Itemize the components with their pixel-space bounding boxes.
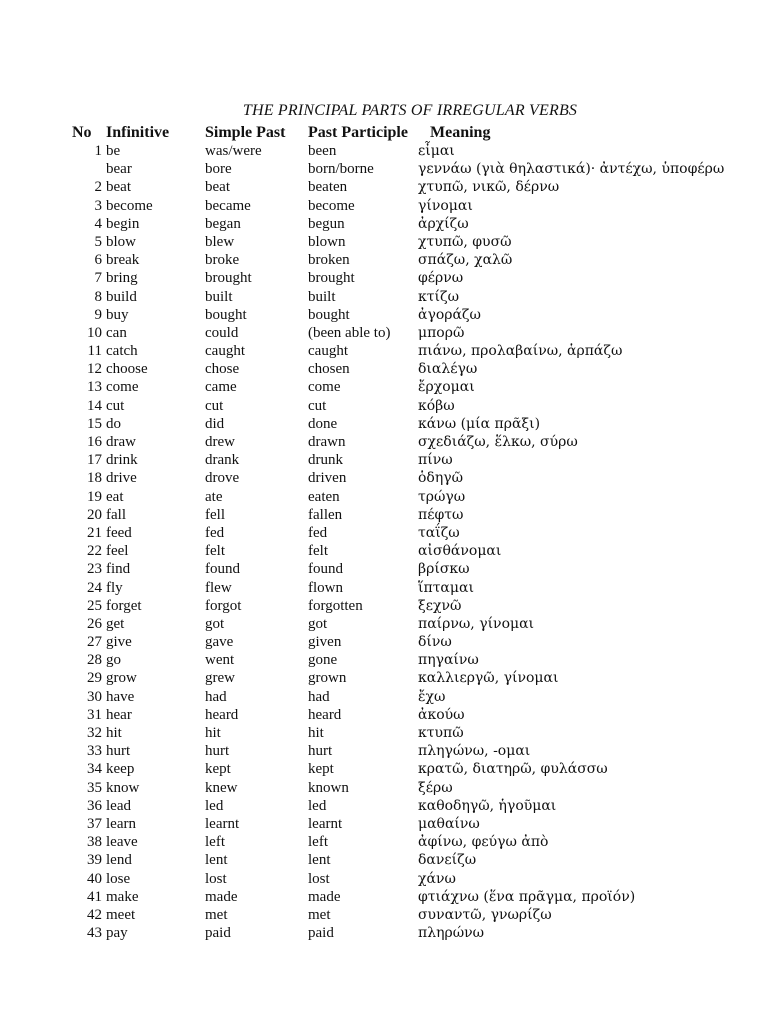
meaning-cell: χάνω bbox=[418, 870, 456, 887]
simple-past-cell: kept bbox=[205, 761, 231, 778]
infinitive-cell: find bbox=[106, 561, 131, 578]
row-number: 12 bbox=[87, 361, 102, 378]
infinitive-cell: get bbox=[106, 615, 125, 632]
meaning-cell: ἔρχομαι bbox=[418, 379, 475, 396]
meaning-cell: πληρώνω bbox=[418, 925, 485, 942]
simple-past-cell: went bbox=[205, 652, 235, 669]
row-number: 39 bbox=[87, 852, 102, 869]
meaning-cell: αἰσθάνομαι bbox=[418, 543, 502, 560]
simple-past-cell: caught bbox=[205, 343, 245, 360]
meaning-cell: ξέρω bbox=[418, 779, 453, 796]
infinitive-cell: choose bbox=[106, 361, 148, 378]
simple-past-cell: was/were bbox=[205, 143, 262, 159]
row-number: 1 bbox=[94, 143, 102, 159]
infinitive-cell: can bbox=[106, 324, 127, 341]
past-participle-cell: learnt bbox=[308, 815, 343, 832]
table-row bbox=[0, 233, 768, 251]
simple-past-cell: gave bbox=[205, 634, 234, 651]
infinitive-cell: drive bbox=[106, 470, 137, 487]
past-participle-cell: given bbox=[308, 634, 342, 651]
meaning-cell: δίνω bbox=[418, 634, 452, 651]
row-number: 8 bbox=[94, 288, 102, 305]
infinitive-cell: hit bbox=[106, 725, 122, 741]
infinitive-cell: buy bbox=[106, 306, 129, 323]
past-participle-cell: built bbox=[308, 288, 336, 305]
table-row bbox=[0, 215, 768, 233]
past-participle-cell: found bbox=[308, 561, 343, 578]
past-participle-cell: hurt bbox=[308, 743, 333, 760]
infinitive-cell: cut bbox=[106, 397, 125, 414]
table-row bbox=[0, 142, 768, 160]
simple-past-cell: hurt bbox=[205, 743, 230, 760]
simple-past-cell: brought bbox=[205, 270, 252, 287]
table-row bbox=[0, 579, 768, 597]
past-participle-cell: done bbox=[308, 415, 338, 432]
row-number: 35 bbox=[87, 779, 102, 796]
infinitive-cell: catch bbox=[106, 343, 138, 360]
meaning-cell: ἀγοράζω bbox=[418, 306, 481, 323]
simple-past-cell: could bbox=[205, 324, 239, 341]
past-participle-cell: heard bbox=[308, 706, 342, 723]
simple-past-cell: got bbox=[205, 615, 225, 632]
table-row bbox=[0, 397, 768, 415]
row-number: 2 bbox=[94, 179, 102, 196]
meaning-cell: πέφτω bbox=[418, 506, 464, 523]
table-row bbox=[0, 924, 768, 942]
simple-past-cell: hit bbox=[205, 725, 221, 741]
table-row bbox=[0, 706, 768, 724]
meaning-cell: ἀρχίζω bbox=[418, 215, 469, 232]
table-row bbox=[0, 833, 768, 851]
simple-past-cell: began bbox=[205, 215, 241, 232]
row-number: 15 bbox=[87, 415, 102, 432]
simple-past-cell: broke bbox=[205, 252, 240, 269]
table-row bbox=[0, 160, 768, 178]
row-number: 24 bbox=[87, 579, 102, 596]
simple-past-cell: felt bbox=[205, 543, 225, 560]
past-participle-cell: led bbox=[308, 797, 327, 814]
row-number: 28 bbox=[87, 652, 102, 669]
row-number: 19 bbox=[87, 488, 102, 505]
table-row bbox=[0, 360, 768, 378]
table-row bbox=[0, 615, 768, 633]
past-participle-cell: had bbox=[308, 688, 330, 705]
meaning-cell: πηγαίνω bbox=[418, 652, 479, 669]
meaning-cell: κόβω bbox=[418, 397, 455, 414]
meaning-cell: ταΐζω bbox=[418, 524, 460, 541]
past-participle-cell: drawn bbox=[308, 434, 346, 450]
row-number: 21 bbox=[87, 524, 102, 541]
meaning-cell: φέρνω bbox=[418, 270, 464, 287]
meaning-cell: συναντῶ, γνωρίζω bbox=[418, 906, 552, 923]
infinitive-cell: fall bbox=[106, 506, 126, 523]
table-row bbox=[0, 324, 768, 342]
row-number: 23 bbox=[87, 561, 102, 578]
table-row bbox=[0, 633, 768, 651]
past-participle-cell: hit bbox=[308, 725, 324, 741]
infinitive-cell: hurt bbox=[106, 743, 131, 760]
infinitive-cell: be bbox=[106, 143, 121, 159]
simple-past-cell: grew bbox=[205, 670, 235, 687]
meaning-cell: μπορῶ bbox=[418, 324, 465, 341]
infinitive-cell: pay bbox=[106, 925, 128, 942]
table-header bbox=[0, 124, 768, 144]
past-participle-cell: fed bbox=[308, 524, 328, 541]
simple-past-cell: heard bbox=[205, 706, 239, 723]
simple-past-cell: met bbox=[205, 906, 228, 923]
row-number: 6 bbox=[94, 252, 102, 269]
meaning-cell: γίνομαι bbox=[418, 197, 473, 214]
infinitive-cell: bear bbox=[106, 161, 132, 178]
infinitive-cell: beat bbox=[106, 179, 131, 196]
meaning-cell: βρίσκω bbox=[418, 561, 470, 578]
infinitive-cell: grow bbox=[106, 670, 137, 687]
meaning-cell: ἀφίνω, φεύγω ἀπὸ bbox=[418, 834, 549, 851]
infinitive-cell: meet bbox=[106, 906, 136, 923]
row-number: 38 bbox=[87, 834, 102, 851]
table-row bbox=[0, 251, 768, 269]
past-participle-cell: broken bbox=[308, 252, 350, 269]
simple-past-cell: cut bbox=[205, 397, 224, 414]
meaning-cell: κάνω (μία πρᾶξι) bbox=[418, 415, 541, 432]
infinitive-cell: hear bbox=[106, 706, 132, 723]
meaning-cell: καθοδηγῶ, ἡγοῦμαι bbox=[418, 797, 557, 814]
table-row bbox=[0, 378, 768, 396]
meaning-cell: ἀκούω bbox=[418, 706, 465, 723]
infinitive-cell: drink bbox=[106, 452, 138, 469]
meaning-cell: σχεδιάζω, ἕλκω, σύρω bbox=[418, 434, 578, 450]
infinitive-cell: build bbox=[106, 288, 137, 305]
table-row bbox=[0, 870, 768, 888]
table-row bbox=[0, 779, 768, 797]
table-row bbox=[0, 815, 768, 833]
past-participle-cell: lent bbox=[308, 852, 331, 869]
simple-past-cell: became bbox=[205, 197, 251, 214]
past-participle-cell: drunk bbox=[308, 452, 343, 469]
simple-past-cell: found bbox=[205, 561, 240, 578]
table-row bbox=[0, 560, 768, 578]
infinitive-cell: keep bbox=[106, 761, 135, 778]
meaning-cell: ξεχνῶ bbox=[418, 597, 462, 614]
infinitive-cell: know bbox=[106, 779, 140, 796]
row-number: 43 bbox=[87, 925, 102, 942]
simple-past-cell: learnt bbox=[205, 815, 240, 832]
table-row bbox=[0, 197, 768, 215]
row-number: 13 bbox=[87, 379, 102, 396]
simple-past-cell: forgot bbox=[205, 597, 242, 614]
simple-past-cell: chose bbox=[205, 361, 240, 378]
meaning-cell: ὁδηγῶ bbox=[418, 470, 464, 487]
past-participle-cell: begun bbox=[308, 215, 345, 232]
infinitive-cell: have bbox=[106, 688, 135, 705]
simple-past-cell: did bbox=[205, 415, 225, 432]
row-number: 4 bbox=[94, 215, 102, 232]
table-row bbox=[0, 597, 768, 615]
infinitive-cell: forget bbox=[106, 597, 142, 614]
infinitive-cell: blow bbox=[106, 233, 136, 250]
table-row bbox=[0, 269, 768, 287]
meaning-cell: διαλέγω bbox=[418, 361, 478, 378]
past-participle-cell: felt bbox=[308, 543, 328, 560]
meaning-cell: δανείζω bbox=[418, 852, 477, 869]
past-participle-cell: brought bbox=[308, 270, 355, 287]
infinitive-cell: draw bbox=[106, 434, 136, 450]
row-number: 34 bbox=[87, 761, 102, 778]
simple-past-cell: drew bbox=[205, 434, 235, 450]
row-number: 30 bbox=[87, 688, 102, 705]
simple-past-cell: blew bbox=[205, 233, 235, 250]
table-row bbox=[0, 451, 768, 469]
table-row bbox=[0, 306, 768, 324]
meaning-cell: πληγώνω, -ομαι bbox=[418, 743, 531, 760]
header-meaning: Meaning bbox=[430, 124, 491, 141]
row-number: 3 bbox=[94, 197, 102, 214]
past-participle-cell: gone bbox=[308, 652, 338, 669]
meaning-cell: εἶμαι bbox=[418, 143, 455, 159]
past-participle-cell: beaten bbox=[308, 179, 348, 196]
infinitive-cell: come bbox=[106, 379, 139, 396]
past-participle-cell: caught bbox=[308, 343, 348, 360]
table-row bbox=[0, 724, 768, 742]
row-number: 20 bbox=[87, 506, 102, 523]
past-participle-cell: left bbox=[308, 834, 328, 851]
simple-past-cell: built bbox=[205, 288, 233, 305]
past-participle-cell: bought bbox=[308, 306, 350, 323]
meaning-cell: καλλιεργῶ, γίνομαι bbox=[418, 670, 559, 687]
simple-past-cell: made bbox=[205, 888, 238, 905]
table-row bbox=[0, 906, 768, 924]
infinitive-cell: feel bbox=[106, 543, 129, 560]
table-row bbox=[0, 433, 768, 451]
table-row bbox=[0, 651, 768, 669]
table-row bbox=[0, 542, 768, 560]
table-row bbox=[0, 178, 768, 196]
meaning-cell: πιάνω, προλαβαίνω, ἁρπάζω bbox=[418, 343, 623, 360]
simple-past-cell: came bbox=[205, 379, 237, 396]
verb-table bbox=[0, 142, 768, 942]
simple-past-cell: fed bbox=[205, 524, 225, 541]
simple-past-cell: lost bbox=[205, 870, 227, 887]
table-row bbox=[0, 888, 768, 906]
row-number: 40 bbox=[87, 870, 102, 887]
row-number: 7 bbox=[94, 270, 102, 287]
meaning-cell: ἔχω bbox=[418, 688, 446, 705]
past-participle-cell: fallen bbox=[308, 506, 343, 523]
row-number: 16 bbox=[87, 434, 102, 450]
meaning-cell: σπάζω, χαλῶ bbox=[418, 252, 513, 269]
infinitive-cell: give bbox=[106, 634, 132, 651]
simple-past-cell: bore bbox=[205, 161, 232, 178]
infinitive-cell: become bbox=[106, 197, 153, 214]
row-number: 33 bbox=[87, 743, 102, 760]
past-participle-cell: been bbox=[308, 143, 337, 159]
past-participle-cell: known bbox=[308, 779, 349, 796]
header-simple-past: Simple Past bbox=[205, 124, 286, 141]
past-participle-cell: eaten bbox=[308, 488, 340, 505]
table-row bbox=[0, 760, 768, 778]
meaning-cell: τρώγω bbox=[418, 488, 466, 505]
row-number: 22 bbox=[87, 543, 102, 560]
infinitive-cell: lend bbox=[106, 852, 132, 869]
simple-past-cell: beat bbox=[205, 179, 230, 196]
past-participle-cell: got bbox=[308, 615, 328, 632]
past-participle-cell: come bbox=[308, 379, 341, 396]
row-number: 14 bbox=[87, 397, 102, 414]
table-row bbox=[0, 742, 768, 760]
table-row bbox=[0, 797, 768, 815]
past-participle-cell: become bbox=[308, 197, 355, 214]
simple-past-cell: flew bbox=[205, 579, 232, 596]
infinitive-cell: make bbox=[106, 888, 139, 905]
infinitive-cell: eat bbox=[106, 488, 124, 505]
past-participle-cell: kept bbox=[308, 761, 334, 778]
row-number: 37 bbox=[87, 815, 102, 832]
table-row bbox=[0, 506, 768, 524]
row-number: 42 bbox=[87, 906, 102, 923]
table-row bbox=[0, 669, 768, 687]
simple-past-cell: paid bbox=[205, 925, 231, 942]
table-row bbox=[0, 688, 768, 706]
infinitive-cell: learn bbox=[106, 815, 136, 832]
row-number: 36 bbox=[87, 797, 102, 814]
past-participle-cell: lost bbox=[308, 870, 330, 887]
row-number: 17 bbox=[87, 452, 102, 469]
simple-past-cell: ate bbox=[205, 488, 223, 505]
row-number: 9 bbox=[94, 306, 102, 323]
simple-past-cell: lent bbox=[205, 852, 228, 869]
table-row bbox=[0, 415, 768, 433]
past-participle-cell: grown bbox=[308, 670, 347, 687]
meaning-cell: παίρνω, γίνομαι bbox=[418, 615, 535, 632]
past-participle-cell: born/borne bbox=[308, 161, 374, 178]
row-number: 25 bbox=[87, 597, 102, 614]
infinitive-cell: leave bbox=[106, 834, 138, 851]
row-number: 10 bbox=[87, 324, 102, 341]
infinitive-cell: feed bbox=[106, 524, 132, 541]
table-row bbox=[0, 288, 768, 306]
meaning-cell: ἵπταμαι bbox=[418, 579, 474, 596]
row-number: 32 bbox=[87, 725, 102, 741]
meaning-cell: κτυπῶ bbox=[418, 725, 464, 741]
table-row bbox=[0, 342, 768, 360]
past-participle-cell: driven bbox=[308, 470, 347, 487]
past-participle-cell: flown bbox=[308, 579, 343, 596]
header-past-participle: Past Participle bbox=[308, 124, 408, 141]
past-participle-cell: made bbox=[308, 888, 341, 905]
simple-past-cell: led bbox=[205, 797, 224, 814]
infinitive-cell: break bbox=[106, 252, 140, 269]
simple-past-cell: left bbox=[205, 834, 225, 851]
meaning-cell: χτυπῶ, νικῶ, δέρνω bbox=[418, 179, 560, 196]
meaning-cell: χτυπῶ, φυσῶ bbox=[418, 233, 512, 250]
meaning-cell: κτίζω bbox=[418, 288, 459, 305]
infinitive-cell: fly bbox=[106, 579, 123, 596]
meaning-cell: γεννάω (γιὰ θηλαστικά)· ἀντέχω, ὑποφέρω bbox=[418, 161, 725, 178]
meaning-cell: μαθαίνω bbox=[418, 815, 480, 832]
table-row bbox=[0, 469, 768, 487]
row-number: 26 bbox=[87, 615, 102, 632]
row-number: 27 bbox=[87, 634, 102, 651]
meaning-cell: πίνω bbox=[418, 452, 453, 469]
infinitive-cell: bring bbox=[106, 270, 138, 287]
past-participle-cell: cut bbox=[308, 397, 327, 414]
simple-past-cell: had bbox=[205, 688, 227, 705]
past-participle-cell: chosen bbox=[308, 361, 350, 378]
infinitive-cell: do bbox=[106, 415, 121, 432]
infinitive-cell: go bbox=[106, 652, 121, 669]
past-participle-cell: forgotten bbox=[308, 597, 363, 614]
past-participle-cell: paid bbox=[308, 925, 334, 942]
meaning-cell: κρατῶ, διατηρῶ, φυλάσσω bbox=[418, 761, 608, 778]
past-participle-cell: blown bbox=[308, 233, 346, 250]
past-participle-cell: (been able to) bbox=[308, 324, 391, 341]
meaning-cell: φτιάχνω (ἕνα πρᾶγμα, προϊόν) bbox=[418, 888, 636, 905]
row-number: 11 bbox=[87, 343, 102, 360]
infinitive-cell: lose bbox=[106, 870, 131, 887]
infinitive-cell: begin bbox=[106, 215, 140, 232]
simple-past-cell: drove bbox=[205, 470, 240, 487]
infinitive-cell: lead bbox=[106, 797, 131, 814]
past-participle-cell: met bbox=[308, 906, 331, 923]
row-number: 5 bbox=[94, 233, 102, 250]
row-number: 29 bbox=[87, 670, 102, 687]
simple-past-cell: bought bbox=[205, 306, 247, 323]
header-no: No bbox=[72, 124, 92, 141]
header-infinitive: Infinitive bbox=[106, 124, 170, 141]
table-row bbox=[0, 488, 768, 506]
simple-past-cell: drank bbox=[205, 452, 240, 469]
document-title: THE PRINCIPAL PARTS OF IRREGULAR VERBS bbox=[242, 102, 578, 119]
row-number: 31 bbox=[87, 706, 102, 723]
row-number: 41 bbox=[87, 888, 102, 905]
row-number: 18 bbox=[87, 470, 102, 487]
table-row bbox=[0, 524, 768, 542]
table-row bbox=[0, 851, 768, 869]
simple-past-cell: fell bbox=[205, 506, 225, 523]
simple-past-cell: knew bbox=[205, 779, 238, 796]
